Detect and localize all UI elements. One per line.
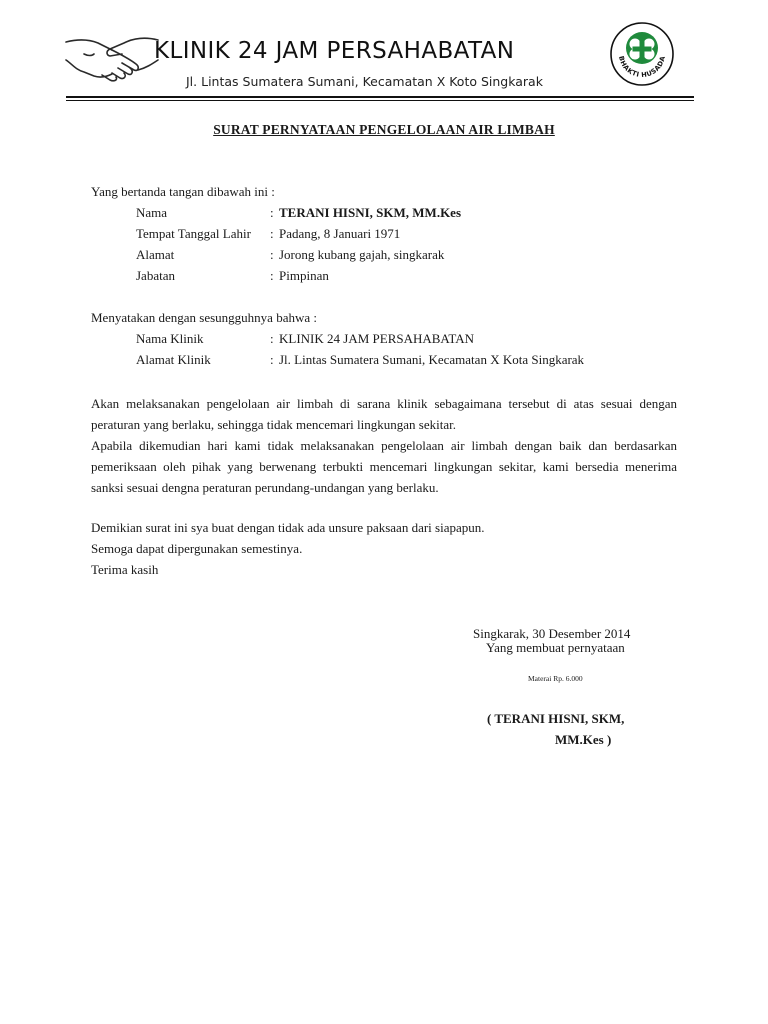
closing-line-2: Semoga dapat dipergunakan semestinya. bbox=[91, 541, 303, 556]
signer-name-label: Nama bbox=[136, 205, 168, 220]
separator: : bbox=[270, 226, 274, 241]
signer-name-value: TERANI HISNI, SKM, MM.Kes bbox=[279, 205, 462, 220]
clinic-address-label: Alamat Klinik bbox=[136, 352, 211, 367]
signer-address-label: Alamat bbox=[136, 247, 175, 262]
closing-line-3: Terima kasih bbox=[91, 562, 159, 577]
clinic-address: Jl. Lintas Sumatera Sumani, Kecamatan X Koto Singkarak bbox=[186, 74, 543, 89]
svg-text:BHAKTI HUSADA: BHAKTI HUSADA bbox=[617, 55, 667, 80]
signer-position-value: Pimpinan bbox=[279, 268, 329, 283]
signer-name-line-1: ( TERANI HISNI, SKM, bbox=[487, 711, 625, 726]
clinic-name-label: Nama Klinik bbox=[136, 331, 204, 346]
signer-birth-value: Padang, 8 Januari 1971 bbox=[279, 226, 401, 241]
letterhead-rule-thick bbox=[66, 96, 694, 98]
signer-name-line-2: MM.Kes ) bbox=[555, 732, 612, 747]
bhakti-husada-seal-icon bbox=[609, 21, 675, 87]
document-title: SURAT PERNYATAAN PENGELOLAAN AIR LIMBAH bbox=[213, 122, 555, 137]
clinic-name-value: KLINIK 24 JAM PERSAHABATAN bbox=[279, 331, 475, 346]
handshake-logo-icon bbox=[64, 30, 160, 82]
separator: : bbox=[270, 331, 274, 346]
separator: : bbox=[270, 205, 274, 220]
separator: : bbox=[270, 247, 274, 262]
body-paragraph-2: Apabila dikemudian hari kami tidak melaksanakan pengelolaan air limbah dengan baik dan berdasarkan pemeriksaan oleh pihak yang berwenang terbukti mencemari lingkungan sekitar, kami bersedia menerima sanksi sesuai dengna peraturan perundang-undangan yang berlaku. bbox=[91, 438, 677, 495]
clinic-name: KLINIK 24 JAM PERSAHABATAN bbox=[154, 38, 515, 64]
signature-role: Yang membuat pernyataan bbox=[486, 640, 625, 655]
separator: : bbox=[270, 352, 274, 367]
clinic-address-value: Jl. Lintas Sumatera Sumani, Kecamatan X Kota Singkarak bbox=[279, 352, 585, 367]
stamp-duty-note: Materai Rp. 6.000 bbox=[528, 674, 583, 683]
signer-birth-label: Tempat Tanggal Lahir bbox=[136, 226, 251, 241]
body-paragraph-1: Akan melaksanakan pengelolaan air limbah di sarana klinik sebagaimana tersebut di atas sesuai dengan peraturan yang berlaku, sehingga tidak mencemari lingkungan sekitar. bbox=[91, 396, 677, 432]
letterhead bbox=[0, 0, 768, 106]
signature-place-date: Singkarak, 30 Desember 2014 bbox=[473, 626, 631, 641]
letterhead-rule-thin bbox=[66, 100, 694, 101]
closing-line-1: Demikian surat ini sya buat dengan tidak ada unsure paksaan dari siapapun. bbox=[91, 520, 485, 535]
intro-line: Yang bertanda tangan dibawah ini : bbox=[91, 184, 275, 199]
signer-address-value: Jorong kubang gajah, singkarak bbox=[279, 247, 445, 262]
declaration-line: Menyatakan dengan sesungguhnya bahwa : bbox=[91, 310, 317, 325]
signer-position-label: Jabatan bbox=[136, 268, 175, 283]
separator: : bbox=[270, 268, 274, 283]
